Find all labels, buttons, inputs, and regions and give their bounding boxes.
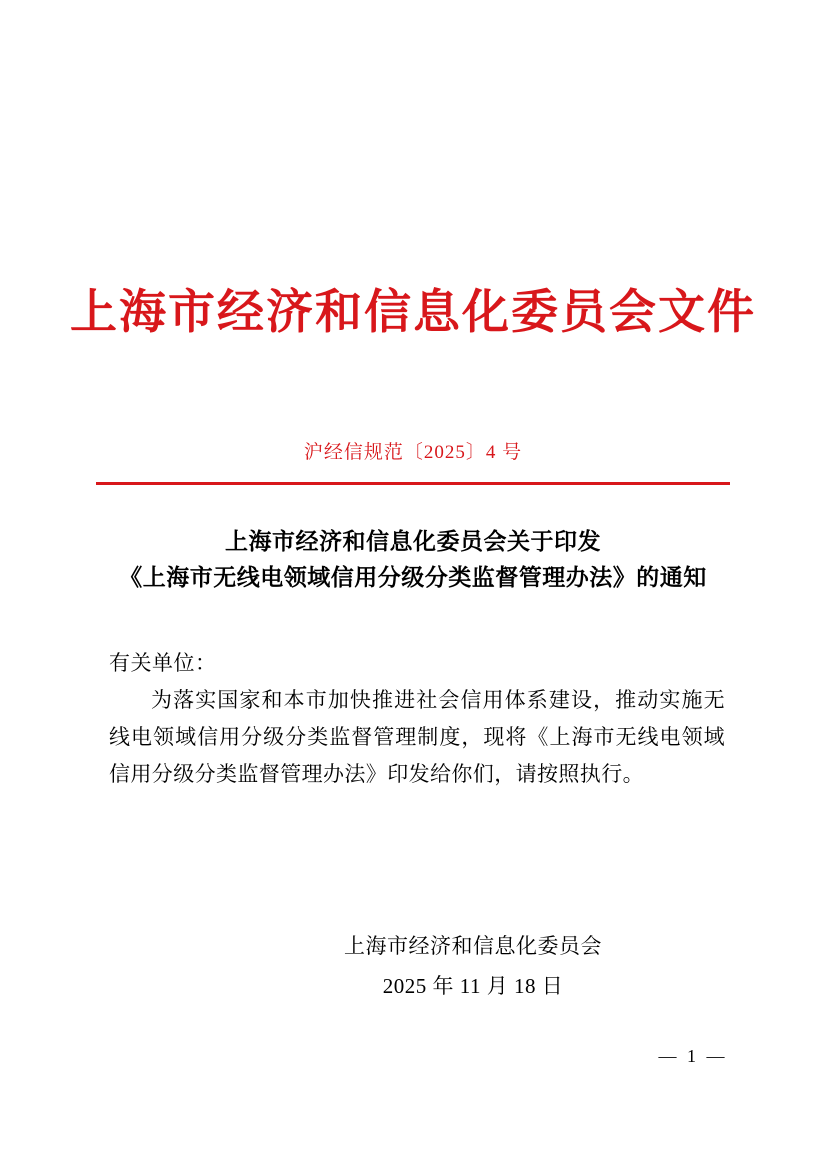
signature-date: 2025 年 11 月 18 日 <box>382 974 564 998</box>
masthead-title: 上海市经济和信息化委员会文件 <box>70 287 756 339</box>
title-line-2: 《上海市无线电领域信用分级分类监督管理办法》的通知 <box>119 565 707 590</box>
salutation: 有关单位： <box>109 651 217 675</box>
page-number: — 1 — <box>658 1046 728 1066</box>
document-number: 沪经信规范〔2025〕4 号 <box>303 442 523 463</box>
document-body <box>109 645 725 793</box>
signer-name: 上海市经济和信息化委员会 <box>344 934 602 958</box>
document-title <box>96 524 730 596</box>
title-line-1: 上海市经济和信息化委员会关于印发 <box>225 529 601 554</box>
signature-block <box>0 926 826 1006</box>
red-divider-rule <box>96 482 730 485</box>
body-paragraph-1: 为落实国家和本市加快推进社会信用体系建设，推动实施无线电领域信用分级分类监督管理制度，现将《上海市无线电领域信用分级分类监督管理办法》印发给你们，请按照执行。 <box>109 688 725 786</box>
masthead <box>0 285 826 341</box>
